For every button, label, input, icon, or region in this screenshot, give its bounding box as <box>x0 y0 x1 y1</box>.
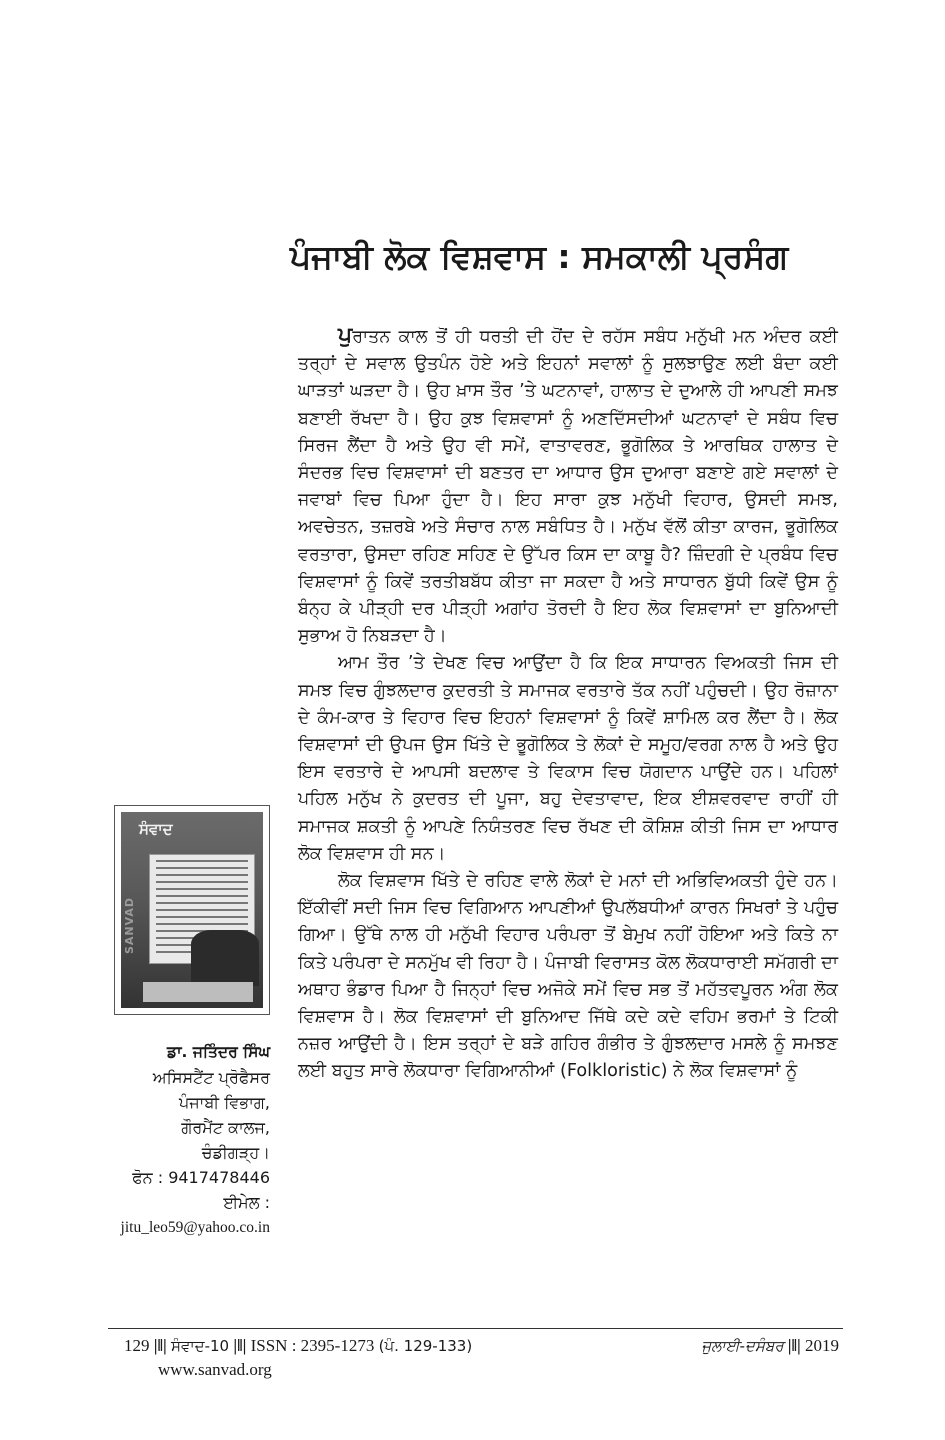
author-email-label: ਈਮੇਲ : <box>223 1193 270 1212</box>
issue-period: ਜੁਲਾਈ-ਦਸੰਬਰ <box>701 1337 784 1355</box>
issue-year: 2019 <box>805 1336 839 1355</box>
journal-cover-image <box>114 805 270 1015</box>
author-info <box>96 1040 270 1240</box>
paragraph-1 <box>298 322 838 650</box>
cover-footer-band <box>143 982 253 1002</box>
journal-issue: ਸੰਵਾਦ-10 <box>171 1337 230 1355</box>
cover-side-text: SANVAD <box>123 896 136 954</box>
author-name: ਡਾ. ਜਤਿੰਦਰ ਸਿੰਘ <box>167 1043 270 1061</box>
footer-separator-1: |‖| <box>153 1336 167 1355</box>
footer-rule <box>108 1328 843 1329</box>
cover-building-illustration <box>191 930 259 986</box>
cover-background <box>121 812 263 1008</box>
footer-separator-3: |‖| <box>787 1336 801 1355</box>
footer-citation <box>124 1334 472 1358</box>
footer-separator-2: |‖| <box>233 1336 247 1355</box>
paragraph-3: ਲੋਕ ਵਿਸ਼ਵਾਸ ਖਿੱਤੇ ਦੇ ਰਹਿਣ ਵਾਲੇ ਲੋਕਾਂ ਦੇ ਮਨਾਂ ਦੀ ਅਭਿਵਿਅਕਤੀ ਹੁੰਦੇ ਹਨ। ਇੱਕੀਵੀਂ ਸਦੀ ਜਿਸ ਵਿਚ ਵਿਗਿਆਨ ਆਪਣੀਆਂ ਉਪਲੱਬਧੀਆਂ ਕਾਰਨ ਸਿਖਰਾਂ ਤੇ ਪਹੁੰਚ ਗਿਆ। ਉੱਥੇ ਨਾਲ ਹੀ ਮਨੁੱਖੀ ਵਿਹਾਰ ਪਰੰਪਰਾ ਤੋਂ ਬੇਮੁਖ ਨਹੀਂ ਹੋਇਆ ਅਤੇ ਕਿਤੇ ਨਾ ਕਿਤੇ ਪਰੰਪਰਾ ਦੇ ਸਨਮੁੱਖ ਵੀ ਰਿਹਾ ਹੈ। ਪੰਜਾਬੀ ਵਿਰਾਸਤ ਕੋਲ ਲੋਕਧਾਰਾਈ ਸਮੱਗਰੀ ਦਾ ਅਥਾਹ ਭੰਡਾਰ ਪਿਆ ਹੈ ਜਿਨ੍ਹਾਂ ਵਿਚ ਅਜੋਕੇ ਸਮੇਂ ਵਿਚ ਸਭ ਤੋਂ ਮਹੱਤਵਪੂਰਨ ਅੰਗ ਲੋਕ ਵਿਸ਼ਵਾਸ ਹੈ। ਲੋਕ ਵਿਸ਼ਵਾਸਾਂ ਦੀ ਬੁਨਿਆਦ ਜਿੱਥੇ ਕਦੇ ਕਦੇ ਵਹਿਮ ਭਰਮਾਂ ਤੇ ਟਿਕੀ ਨਜ਼ਰ ਆਉਂਦੀ ਹੈ। ਇਸ ਤਰ੍ਹਾਂ ਦੇ ਬੜੇ ਗਹਿਰ ਗੰਭੀਰ ਤੇ ਗੁੰਝਲਦਾਰ ਮਸਲੇ ਨੂੰ ਸਮਝਣ ਲਈ ਬਹੁਤ ਸਾਰੇ ਲੋਕਧਾਰਾ ਵਿਗਿਆਨੀਆਂ (Folkloristic) ਨੇ ਲੋਕ ਵਿਸ਼ਵਾਸਾਂ ਨੂੰ <box>298 871 838 1082</box>
author-designation: ਅਸਿਸਟੈਂਟ ਪ੍ਰੋਫੈਸਰ <box>152 1068 270 1087</box>
drop-cap: ਪੁ <box>338 323 353 348</box>
article-body <box>298 322 838 1086</box>
paragraph-1-text: ਰਾਤਨ ਕਾਲ ਤੋਂ ਹੀ ਧਰਤੀ ਦੀ ਹੋਂਦ ਦੇ ਰਹੱਸ ਸਬੰਧ ਮਨੁੱਖੀ ਮਨ ਅੰਦਰ ਕਈ ਤਰ੍ਹਾਂ ਦੇ ਸਵਾਲ ਉਤਪੰਨ ਹੋਏ ਅਤੇ ਇਹਨਾਂ ਸਵਾਲਾਂ ਨੂੰ ਸੁਲਝਾਉਣ ਲਈ ਬੰਦਾ ਕਈ ਘਾੜਤਾਂ ਘੜਦਾ ਹੈ। ਉਹ ਖ਼ਾਸ ਤੌਰ ’ਤੇ ਘਟਨਾਵਾਂ, ਹਾਲਾਤ ਦੇ ਦੁਆਲੇ ਹੀ ਆਪਣੀ ਸਮਝ ਬਣਾਈ ਰੱਖਦਾ ਹੈ। ਉਹ ਕੁਝ ਵਿਸ਼ਵਾਸਾਂ ਨੂੰ ਅਣਦਿੱਸਦੀਆਂ ਘਟਨਾਵਾਂ ਦੇ ਸਬੰਧ ਵਿਚ ਸਿਰਜ ਲੈਂਦਾ ਹੈ ਅਤੇ ਉਹ ਵੀ ਸਮੇਂ, ਵਾਤਾਵਰਣ, ਭੂਗੋਲਿਕ ਤੇ ਆਰਥਿਕ ਹਾਲਾਤ ਦੇ ਸੰਦਰਭ ਵਿਚ ਵਿਸ਼ਵਾਸਾਂ ਦੀ ਬਣਤਰ ਦਾ ਆਧਾਰ ਉਸ ਦੁਆਰਾ ਬਣਾਏ ਗਏ ਸਵਾਲਾਂ ਦੇ ਜਵਾਬਾਂ ਵਿਚ ਪਿਆ ਹੁੰਦਾ ਹੈ। ਇਹ ਸਾਰਾ ਕੁਝ ਮਨੁੱਖੀ ਵਿਹਾਰ, ਉਸਦੀ ਸਮਝ, ਅਵਚੇਤਨ, ਤਜ਼ਰਬੇ ਅਤੇ ਸੰਚਾਰ ਨਾਲ ਸਬੰਧਿਤ ਹੈ। ਮਨੁੱਖ ਵੱਲੋਂ ਕੀਤਾ ਕਾਰਜ, ਭੂਗੋਲਿਕ ਵਰਤਾਰਾ, ਉਸਦਾ ਰਹਿਣ ਸਹਿਣ ਦੇ ਉੱਪਰ ਕਿਸ ਦਾ ਕਾਬੂ ਹੈ? ਜ਼ਿੰਦਗੀ ਦੇ ਪ੍ਰਬੰਧ ਵਿਚ ਵਿਸ਼ਵਾਸਾਂ ਨੂੰ ਕਿਵੇਂ ਤਰਤੀਬਬੱਧ ਕੀਤਾ ਜਾ ਸਕਦਾ ਹੈ ਅਤੇ ਸਾਧਾਰਨ ਬੁੱਧੀ ਕਿਵੇਂ ਉਸ ਨੂੰ ਬੰਨ੍ਹ ਕੇ ਪੀੜ੍ਹੀ ਦਰ ਪੀੜ੍ਹੀ ਅਗਾਂਹ ਤੋਰਦੀ ਹੈ ਇਹ ਲੋਕ ਵਿਸ਼ਵਾਸਾਂ ਦਾ ਬੁਨਿਆਦੀ ਸੁਭਾਅ ਹੋ ਨਿਬੜਦਾ ਹੈ। <box>298 327 838 647</box>
page-range: (ਪੰ. 129-133) <box>378 1337 473 1355</box>
paragraph-2: ਆਮ ਤੌਰ ’ਤੇ ਦੇਖਣ ਵਿਚ ਆਉਂਦਾ ਹੈ ਕਿ ਇਕ ਸਾਧਾਰਨ ਵਿਅਕਤੀ ਜਿਸ ਦੀ ਸਮਝ ਵਿਚ ਗੁੰਝਲਦਾਰ ਕੁਦਰਤੀ ਤੇ ਸਮਾਜਕ ਵਰਤਾਰੇ ਤੱਕ ਨਹੀਂ ਪਹੁੰਚਦੀ। ਉਹ ਰੋਜ਼ਾਨਾ ਦੇ ਕੰਮ-ਕਾਰ ਤੇ ਵਿਹਾਰ ਵਿਚ ਇਹਨਾਂ ਵਿਸ਼ਵਾਸਾਂ ਨੂੰ ਕਿਵੇਂ ਸ਼ਾਮਿਲ ਕਰ ਲੈਂਦਾ ਹੈ। ਲੋਕ ਵਿਸ਼ਵਾਸਾਂ ਦੀ ਉਪਜ ਉਸ ਖਿੱਤੇ ਦੇ ਭੂਗੋਲਿਕ ਤੇ ਲੋਕਾਂ ਦੇ ਸਮੂਹ/ਵਰਗ ਨਾਲ ਹੈ ਅਤੇ ਉਹ ਇਸ ਵਰਤਾਰੇ ਦੇ ਆਪਸੀ ਬਦਲਾਵ ਤੇ ਵਿਕਾਸ ਵਿਚ ਯੋਗਦਾਨ ਪਾਉਂਦੇ ਹਨ। ਪਹਿਲਾਂ ਪਹਿਲ ਮਨੁੱਖ ਨੇ ਕੁਦਰਤ ਦੀ ਪੂਜਾ, ਬਹੁ ਦੇਵਤਾਵਾਦ, ਇਕ ਈਸ਼ਵਰਵਾਦ ਰਾਹੀਂ ਹੀ ਸਮਾਜਕ ਸ਼ਕਤੀ ਨੂੰ ਆਪਣੇ ਨਿਯੰਤਰਣ ਵਿਚ ਰੱਖਣ ਦੀ ਕੋਸ਼ਿਸ਼ ਕੀਤੀ ਜਿਸ ਦਾ ਆਧਾਰ ਲੋਕ ਵਿਸ਼ਵਾਸ ਹੀ ਸਨ। <box>298 653 838 864</box>
article-title: ਪੰਜਾਬੀ ਲੋਕ ਵਿਸ਼ਵਾਸ : ਸਮਕਾਲੀ ਪ੍ਰਸੰਗ <box>290 237 789 276</box>
footer-date <box>701 1334 839 1358</box>
author-department: ਪੰਜਾਬੀ ਵਿਭਾਗ, <box>178 1093 270 1112</box>
author-college: ਗੌਰਮੈਂਟ ਕਾਲਜ, <box>181 1118 270 1137</box>
issn: ISSN : 2395-1273 <box>250 1336 375 1355</box>
author-city: ਚੰਡੀਗੜ੍ਹ। <box>201 1143 270 1162</box>
cover-logo: ਸੰਵਾਦ <box>139 820 173 838</box>
website-url: www.sanvad.org <box>158 1360 272 1379</box>
author-email: jitu_leo59@yahoo.co.in <box>120 1219 270 1236</box>
page-number: 129 <box>124 1336 150 1355</box>
author-phone: ਫੋਨ : 9417478446 <box>132 1168 270 1187</box>
